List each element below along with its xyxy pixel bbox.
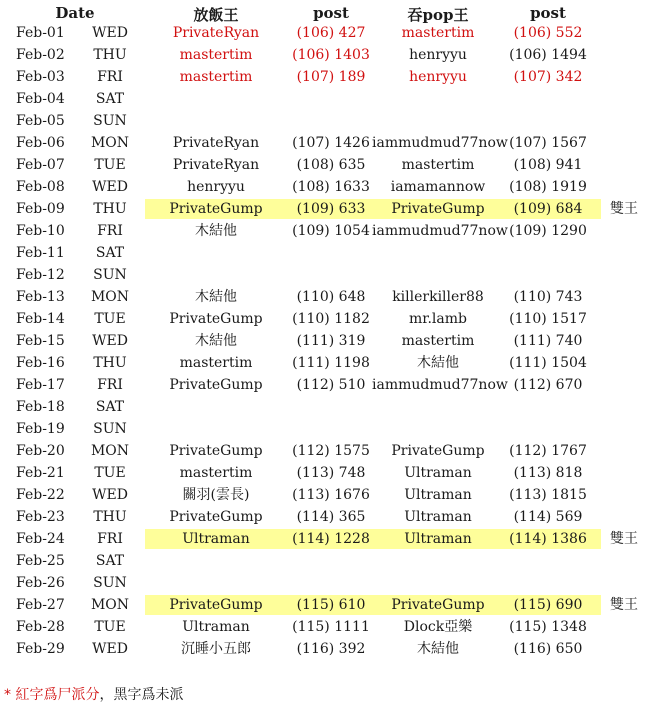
cell-post-1: (114) 1228 <box>292 531 370 547</box>
cell-name-2 <box>372 418 504 440</box>
cell-day: THU <box>93 47 127 63</box>
cell-date: Feb-03 <box>16 69 65 85</box>
cell-post-1: (107) 1426 <box>292 135 370 151</box>
cell-post-1: (108) 1633 <box>292 179 370 195</box>
cell-name-2: killerkiller88 <box>392 289 484 305</box>
cell-note <box>610 352 650 374</box>
table-row <box>0 264 660 286</box>
cell-name-1 <box>142 88 290 110</box>
cell-name-2 <box>372 396 504 418</box>
cell-post-1 <box>290 88 372 110</box>
table-row <box>0 88 660 110</box>
cell-date: Feb-07 <box>16 157 65 173</box>
cell-date: Feb-11 <box>16 245 65 261</box>
cell-date: Feb-27 <box>16 597 65 613</box>
cell-note <box>610 638 650 660</box>
cell-day: SAT <box>95 91 125 107</box>
cell-post-2: (112) 1767 <box>509 443 587 459</box>
cell-post-2 <box>504 396 592 418</box>
cell-note <box>610 132 650 154</box>
cell-name-1: PrivateGump <box>169 311 263 327</box>
table-row <box>0 440 660 462</box>
cell-post-2 <box>504 242 592 264</box>
cell-name-2 <box>372 550 504 572</box>
cell-post-2: (107) 1567 <box>509 135 587 151</box>
cell-day: WED <box>92 179 128 195</box>
cell-name-2: mastertim <box>401 157 475 173</box>
cell-name-2: PrivateGump <box>391 597 485 613</box>
cell-note <box>610 506 650 528</box>
cell-date: Feb-08 <box>16 179 65 195</box>
cell-post-2: (108) 941 <box>513 157 583 173</box>
footnote <box>4 684 183 704</box>
cell-name-1: PrivateGump <box>169 377 263 393</box>
cell-date: Feb-26 <box>16 575 65 591</box>
cell-note <box>610 286 650 308</box>
cell-post-2: (115) 1348 <box>509 619 587 635</box>
cell-day: SAT <box>95 245 125 261</box>
cell-note: 雙王 <box>610 201 638 217</box>
table-row <box>0 132 660 154</box>
cell-post-2: (115) 690 <box>513 597 583 613</box>
cell-name-2: PrivateGump <box>391 201 485 217</box>
cell-day: SUN <box>93 267 127 283</box>
cell-post-1: (109) 633 <box>296 201 366 217</box>
cell-post-1: (110) 648 <box>296 289 366 305</box>
cell-note <box>610 176 650 198</box>
cell-note: 雙王 <box>610 597 638 613</box>
cell-name-1: 關羽(雲長) <box>182 487 250 503</box>
cell-post-1: (110) 1182 <box>292 311 370 327</box>
cell-day: FRI <box>97 377 123 393</box>
cell-name-2: henryyu <box>409 47 467 63</box>
cell-day: WED <box>92 25 128 41</box>
cell-post-1 <box>290 110 372 132</box>
cell-note <box>610 572 650 594</box>
cell-date: Feb-01 <box>16 25 65 41</box>
cell-name-2: Dlock亞樂 <box>403 619 473 635</box>
cell-post-1: (112) 1575 <box>292 443 370 459</box>
cell-date: Feb-02 <box>16 47 65 63</box>
table-row <box>0 594 660 616</box>
cell-name-2: Ultraman <box>404 487 472 503</box>
cell-note <box>610 374 650 396</box>
table-row <box>0 66 660 88</box>
cell-name-2 <box>372 572 504 594</box>
cell-date: Feb-05 <box>16 113 65 129</box>
cell-note <box>610 242 650 264</box>
cell-name-1: PrivateGump <box>169 443 263 459</box>
table-row <box>0 550 660 572</box>
cell-name-1: henryyu <box>187 179 245 195</box>
header-post1: post <box>313 4 349 22</box>
cell-day: MON <box>90 135 130 151</box>
table-row <box>0 638 660 660</box>
cell-post-1: (108) 635 <box>296 157 366 173</box>
cell-note: 雙王 <box>610 531 638 547</box>
cell-date: Feb-21 <box>16 465 65 481</box>
cell-day: TUE <box>94 619 126 635</box>
cell-day: WED <box>92 333 128 349</box>
table-row <box>0 286 660 308</box>
cell-name-2: iammudmud77now <box>372 135 508 151</box>
cell-name-2: henryyu <box>409 69 467 85</box>
cell-date: Feb-12 <box>16 267 65 283</box>
cell-post-2: (111) 1504 <box>509 355 587 371</box>
cell-name-1: PrivateRyan <box>172 135 260 151</box>
footnote-star: * <box>4 687 11 703</box>
cell-post-1: (106) 427 <box>296 25 366 41</box>
cell-note <box>610 88 650 110</box>
cell-post-2: (107) 342 <box>513 69 583 85</box>
cell-day: MON <box>90 289 130 305</box>
cell-date: Feb-09 <box>16 201 65 217</box>
cell-post-1: (113) 1676 <box>292 487 370 503</box>
cell-day: TUE <box>94 465 126 481</box>
cell-post-2: (116) 650 <box>513 641 583 657</box>
cell-name-1: 木結他 <box>195 289 237 305</box>
cell-post-1: (114) 365 <box>296 509 366 525</box>
cell-post-2: (106) 552 <box>513 25 583 41</box>
cell-day: MON <box>90 597 130 613</box>
cell-date: Feb-15 <box>16 333 65 349</box>
table-row <box>0 572 660 594</box>
cell-note <box>610 66 650 88</box>
table-row <box>0 308 660 330</box>
cell-date: Feb-23 <box>16 509 65 525</box>
cell-post-2: (112) 670 <box>513 377 583 393</box>
cell-name-1: PrivateRyan <box>172 157 260 173</box>
cell-post-2: (114) 1386 <box>509 531 587 547</box>
cell-name-1: 木結他 <box>195 223 237 239</box>
table-row <box>0 462 660 484</box>
cell-post-2: (113) 1815 <box>509 487 587 503</box>
cell-day: FRI <box>97 531 123 547</box>
cell-name-2: iammudmud77now <box>372 377 508 393</box>
cell-day: FRI <box>97 223 123 239</box>
table-row <box>0 330 660 352</box>
cell-date: Feb-25 <box>16 553 65 569</box>
cell-date: Feb-18 <box>16 399 65 415</box>
cell-date: Feb-24 <box>16 531 65 547</box>
table-row <box>0 528 660 550</box>
cell-note <box>610 462 650 484</box>
table-row <box>0 198 660 220</box>
cell-post-1 <box>290 572 372 594</box>
cell-day: SAT <box>95 553 125 569</box>
cell-name-1 <box>142 110 290 132</box>
cell-date: Feb-06 <box>16 135 65 151</box>
cell-note <box>610 308 650 330</box>
cell-note <box>610 418 650 440</box>
cell-post-2: (106) 1494 <box>509 47 587 63</box>
cell-name-2: PrivateGump <box>391 443 485 459</box>
cell-name-2 <box>372 242 504 264</box>
cell-post-1 <box>290 242 372 264</box>
cell-note <box>610 220 650 242</box>
cell-post-2 <box>504 264 592 286</box>
cell-name-1: 沉睡小五郎 <box>181 641 251 657</box>
header-date: Date <box>55 4 95 22</box>
cell-day: WED <box>92 641 128 657</box>
cell-post-2: (108) 1919 <box>509 179 587 195</box>
cell-post-1: (115) 1111 <box>292 619 370 635</box>
table-row <box>0 352 660 374</box>
cell-post-2 <box>504 550 592 572</box>
cell-day: FRI <box>97 69 123 85</box>
cell-day: THU <box>93 509 127 525</box>
cell-day: MON <box>90 443 130 459</box>
cell-name-2: Ultraman <box>404 509 472 525</box>
cell-name-2 <box>372 88 504 110</box>
cell-post-1 <box>290 396 372 418</box>
table-row <box>0 506 660 528</box>
table-row <box>0 154 660 176</box>
cell-name-2: 木結他 <box>417 641 459 657</box>
cell-post-2 <box>504 418 592 440</box>
cell-date: Feb-22 <box>16 487 65 503</box>
cell-name-2: Ultraman <box>404 465 472 481</box>
cell-post-2 <box>504 572 592 594</box>
cell-post-1: (107) 189 <box>296 69 366 85</box>
footnote-red-text: 紅字爲尸派分 <box>15 687 100 703</box>
cell-note <box>610 154 650 176</box>
cell-post-2: (113) 818 <box>513 465 583 481</box>
cell-post-1: (113) 748 <box>296 465 366 481</box>
table-body <box>0 22 660 660</box>
cell-date: Feb-13 <box>16 289 65 305</box>
table-row <box>0 22 660 44</box>
cell-date: Feb-28 <box>16 619 65 635</box>
cell-name-2: iamamannow <box>390 179 486 195</box>
table-row <box>0 484 660 506</box>
table-row <box>0 616 660 638</box>
cell-name-1: mastertim <box>179 69 253 85</box>
cell-post-1: (111) 1198 <box>292 355 370 371</box>
cell-date: Feb-10 <box>16 223 65 239</box>
cell-name-2: mastertim <box>401 333 475 349</box>
cell-name-2: 木結他 <box>417 355 459 371</box>
cell-name-1: PrivateGump <box>169 597 263 613</box>
header-post2: post <box>530 4 566 22</box>
cell-post-1: (115) 610 <box>296 597 366 613</box>
cell-date: Feb-16 <box>16 355 65 371</box>
cell-post-2: (110) 1517 <box>509 311 587 327</box>
table-row <box>0 418 660 440</box>
cell-name-1: mastertim <box>179 47 253 63</box>
cell-name-1: PrivateRyan <box>172 25 260 41</box>
cell-post-2: (114) 569 <box>513 509 583 525</box>
cell-name-1: 木結他 <box>195 333 237 349</box>
cell-name-1: PrivateGump <box>169 509 263 525</box>
cell-post-1: (116) 392 <box>296 641 366 657</box>
cell-post-1: (106) 1403 <box>292 47 370 63</box>
cell-post-2: (109) 1290 <box>509 223 587 239</box>
cell-name-1: Ultraman <box>182 619 250 635</box>
cell-note <box>610 440 650 462</box>
cell-note <box>610 550 650 572</box>
cell-name-1: mastertim <box>179 465 253 481</box>
table-header <box>0 2 660 24</box>
cell-day: SAT <box>95 399 125 415</box>
cell-post-1: (112) 510 <box>296 377 366 393</box>
cell-post-1: (111) 319 <box>296 333 366 349</box>
cell-date: Feb-04 <box>16 91 65 107</box>
cell-day: THU <box>93 201 127 217</box>
cell-post-1 <box>290 264 372 286</box>
cell-post-1 <box>290 550 372 572</box>
cell-name-1 <box>142 242 290 264</box>
cell-note <box>610 330 650 352</box>
footnote-black-text: ，黑字爲未派 <box>99 687 184 703</box>
cell-day: SUN <box>93 421 127 437</box>
cell-date: Feb-20 <box>16 443 65 459</box>
cell-post-2: (111) 740 <box>513 333 583 349</box>
cell-date: Feb-29 <box>16 641 65 657</box>
cell-name-2: mastertim <box>401 25 475 41</box>
table-row <box>0 44 660 66</box>
cell-day: WED <box>92 487 128 503</box>
cell-note <box>610 110 650 132</box>
table-row <box>0 176 660 198</box>
cell-date: Feb-14 <box>16 311 65 327</box>
cell-note <box>610 264 650 286</box>
header-col1: 放飯王 <box>193 6 239 24</box>
cell-name-2 <box>372 110 504 132</box>
cell-post-2 <box>504 110 592 132</box>
cell-day: THU <box>93 355 127 371</box>
header-col2: 吞pop王 <box>407 6 469 24</box>
cell-note <box>610 44 650 66</box>
cell-date: Feb-17 <box>16 377 65 393</box>
cell-day: TUE <box>94 157 126 173</box>
cell-post-1 <box>290 418 372 440</box>
cell-note <box>610 484 650 506</box>
cell-name-1 <box>142 396 290 418</box>
cell-post-2: (110) 743 <box>513 289 583 305</box>
cell-note <box>610 616 650 638</box>
cell-name-2: mr.lamb <box>409 311 467 327</box>
cell-name-1 <box>142 550 290 572</box>
cell-day: TUE <box>94 311 126 327</box>
cell-day: SUN <box>93 113 127 129</box>
table-row <box>0 242 660 264</box>
cell-name-1: PrivateGump <box>169 201 263 217</box>
cell-name-1 <box>142 572 290 594</box>
table-row <box>0 110 660 132</box>
table-row <box>0 220 660 242</box>
cell-day: SUN <box>93 575 127 591</box>
cell-note <box>610 396 650 418</box>
table-row <box>0 374 660 396</box>
cell-name-1: Ultraman <box>182 531 250 547</box>
cell-post-2 <box>504 88 592 110</box>
cell-name-1: mastertim <box>179 355 253 371</box>
cell-date: Feb-19 <box>16 421 65 437</box>
cell-name-1 <box>142 418 290 440</box>
cell-name-2: Ultraman <box>404 531 472 547</box>
cell-post-2: (109) 684 <box>513 201 583 217</box>
cell-name-2 <box>372 264 504 286</box>
table-row <box>0 396 660 418</box>
cell-post-1: (109) 1054 <box>292 223 370 239</box>
cell-name-2: iammudmud77now <box>372 223 508 239</box>
cell-name-1 <box>142 264 290 286</box>
cell-note <box>610 22 650 44</box>
